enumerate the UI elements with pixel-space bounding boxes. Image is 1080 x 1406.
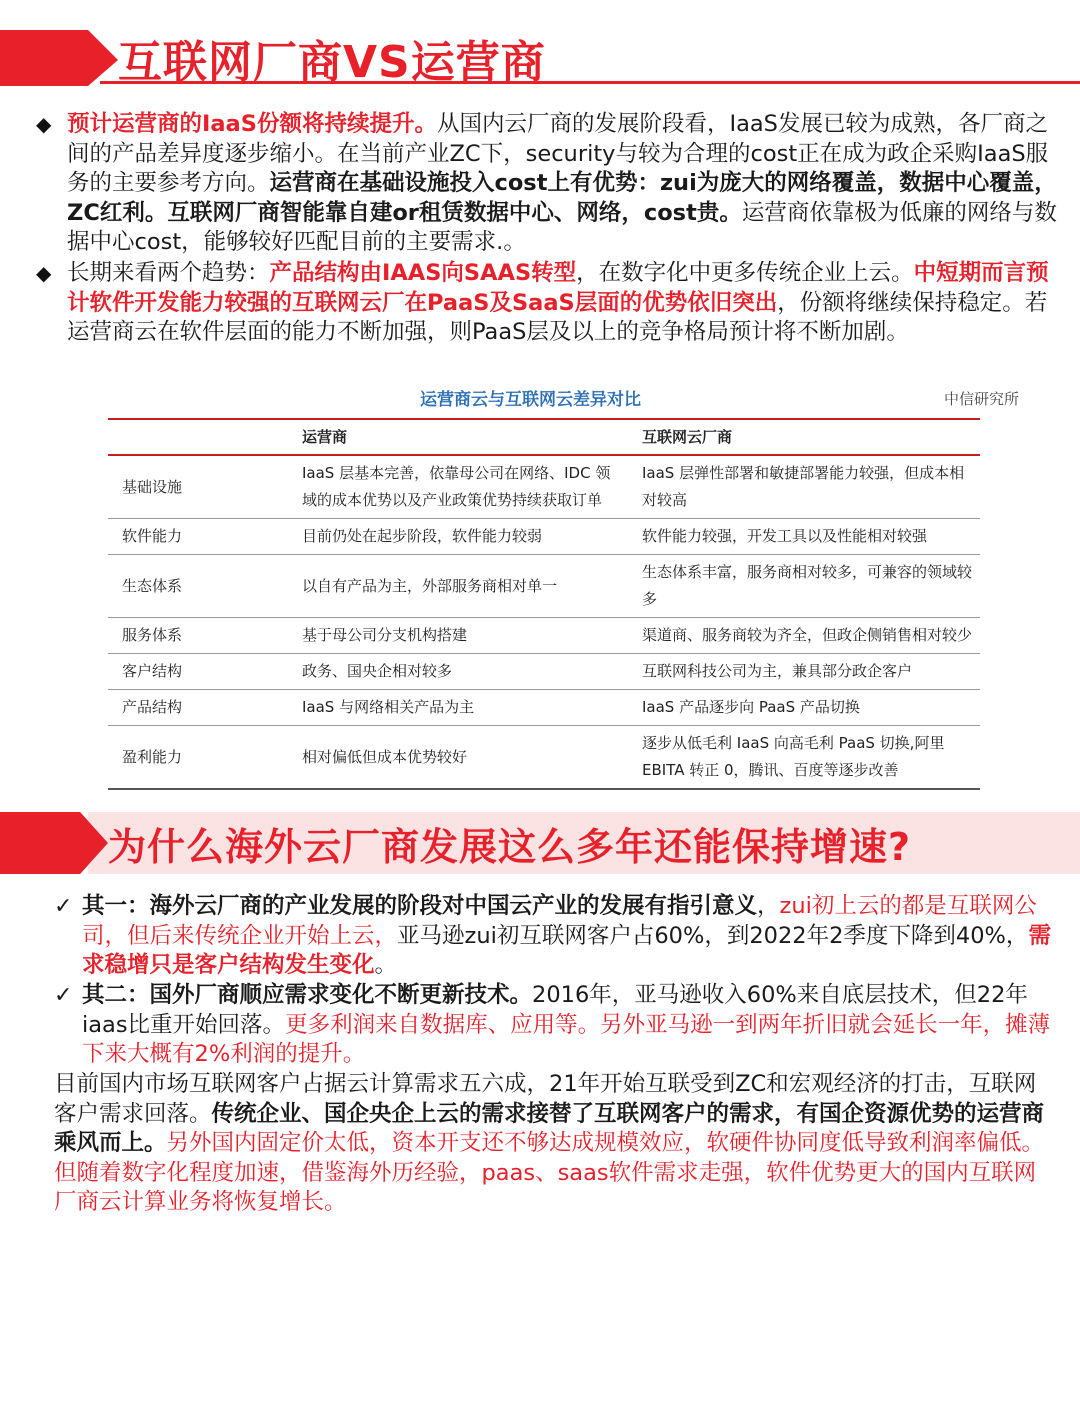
table-cell: 逐步从低毛利 IaaS 向高毛利 PaaS 切换,阿里 EBITA 转正 0，腾讯、百度等逐步改善 xyxy=(628,726,980,790)
table-row xyxy=(108,555,980,618)
table-cell: 软件能力 xyxy=(108,519,288,555)
table-cell: 目前仍处在起步阶段，软件能力较弱 xyxy=(288,519,628,555)
table-cell: IaaS 层基本完善，依靠母公司在网络、IDC 领域的成本优势以及产业政策优势持续获取订单 xyxy=(288,455,628,519)
table-cell: 基于母公司分支机构搭建 xyxy=(288,618,628,654)
table-cell: 相对偏低但成本优势较好 xyxy=(288,726,628,790)
diamond-bullet-icon: ◆ xyxy=(36,112,52,136)
body-text: 从国内云厂商的发展阶段看，IaaS发展已较为成熟，各厂商之间的产品差异度逐步缩小。在当前产业ZC下，security与较为合理的cost正在成为政企采购IaaS服务的主要参考方向。 xyxy=(67,111,1049,197)
table-cell: 客户结构 xyxy=(108,654,288,690)
body-text: 目前国内市场互联网客户占据云计算需求五六成，21年开始互联受到ZC和宏观经济的打击，互联网客户需求回落。 xyxy=(54,1071,1037,1127)
highlight-text: 预计运营商的IaaS份额将持续提升。 xyxy=(67,111,437,137)
table-row xyxy=(108,618,980,654)
table-source: 中信研究所 xyxy=(944,390,1020,408)
table-cell: 基础设施 xyxy=(108,455,288,519)
bullet-paragraph xyxy=(36,259,1066,348)
highlight-text: 更多利润来自数据库、应用等。另外亚马逊一到两年折旧就会延长一年，摊薄下来大概有2%利润的提升。 xyxy=(82,1011,1051,1068)
table-row xyxy=(108,690,980,726)
table-cell: IaaS 层弹性部署和敏捷部署能力较强，但成本相对较高 xyxy=(628,455,980,519)
table-row xyxy=(108,654,980,690)
table-cell: 软件能力较强，开发工具以及性能相对较强 xyxy=(628,519,980,555)
table-cell: 政务、国央企相对较多 xyxy=(288,654,628,690)
section-title: 互联网厂商VS运营商 xyxy=(118,37,546,88)
body-text: 运营商依靠极为低廉的网络与数据中心cost，能够较好匹配目前的主要需求.。 xyxy=(67,199,1057,256)
table-cell: 生态体系 xyxy=(108,555,288,618)
table-header-cell: 运营商 xyxy=(288,419,628,455)
table-row xyxy=(108,455,980,519)
table-cell: 渠道商、服务商较为齐全，但政企侧销售相对较少 xyxy=(628,618,980,654)
section-banner xyxy=(0,24,1080,86)
table-cell: IaaS 与网络相关产品为主 xyxy=(288,690,628,726)
table-cell: 服务体系 xyxy=(108,618,288,654)
check-paragraph xyxy=(54,981,1064,1070)
body-text: 长期来看两个趋势： xyxy=(67,260,270,286)
paragraph-text xyxy=(82,892,1064,981)
table-header-row xyxy=(108,419,980,455)
check-paragraph xyxy=(54,892,1064,981)
body-text: ，在数字化中更多传统企业上云。 xyxy=(576,260,914,286)
highlight-text: zui初上云的都是互联网公司，但后来传统企业开始上云， xyxy=(82,893,1037,949)
checkmark-icon: ✓ xyxy=(54,983,73,1008)
table-cell: 以自有产品为主，外部服务商相对单一 xyxy=(288,555,628,618)
table-cell: IaaS 产品逐步向 PaaS 产品切换 xyxy=(628,690,980,726)
table-cell: 互联网科技公司为主，兼具部分政企客户 xyxy=(628,654,980,690)
highlight-text: 另外国内固定价太低，资本开支还不够达成规模效应，软硬件协同度低导致利润率偏低。但随着数字化程度加速，借鉴海外历经验，paas、saas软件需求走强，软件优势更大的国内互联网厂商云计算业务将恢复增长。 xyxy=(54,1130,1045,1216)
table-row xyxy=(108,519,980,555)
closing-paragraph xyxy=(54,1070,1054,1218)
section-title: 为什么海外云厂商发展这么多年还能保持增速? xyxy=(108,825,912,869)
bold-text: 传统企业、国企央企上云的需求接替了互联网客户的需求，有国企资源优势的运营商乘风而上。 xyxy=(54,1100,1045,1157)
body-text: 2016年，亚马逊收入60%来自底层技术，但22年iaas比重开始回落。 xyxy=(82,982,1028,1038)
bullet-paragraph xyxy=(36,110,1066,258)
table-title: 运营商云与互联网云差异对比 xyxy=(420,390,641,410)
paragraph-text xyxy=(67,259,1066,348)
bold-text: 其一：海外云厂商的产业发展的阶段对中国云产业的发展有指引意义 xyxy=(82,893,758,919)
highlight-text: 中短期而言预计软件开发能力较强的互联网云厂在PaaS及SaaS层面的优势依旧突出 xyxy=(67,260,1049,316)
diamond-bullet-icon: ◆ xyxy=(36,261,52,285)
table-cell: 生态体系丰富，服务商相对较多，可兼容的领域较多 xyxy=(628,555,980,618)
bold-text: 运营商在基础设施投入cost上有优势：zui为庞大的网络覆盖，数据中心覆盖，ZC红利。互联网厂商智能靠自建or租赁数据中心、网络，cost贵。 xyxy=(67,170,1057,226)
table-row xyxy=(108,726,980,790)
body-text: ，份额将继续保持稳定。若运营商云在软件层面的能力不断加强，则PaaS层及以上的竞争格局预计将不断加剧。 xyxy=(67,289,1048,346)
paragraph-text xyxy=(67,110,1066,258)
table-header-cell: 互联网云厂商 xyxy=(628,419,980,455)
body-text: 。 xyxy=(374,952,398,979)
table-cell: 盈利能力 xyxy=(108,726,288,790)
paragraph-text xyxy=(82,981,1064,1070)
table-header-cell xyxy=(108,419,288,455)
checkmark-icon: ✓ xyxy=(54,894,73,919)
body-text: ， xyxy=(757,893,780,919)
bold-text: 其二：国外厂商顺应需求变化不断更新技术。 xyxy=(82,982,533,1008)
body-text: 亚马逊zui初互联网客户占60%，到2022年2季度下降到40%， xyxy=(397,922,1029,949)
comparison-table xyxy=(108,418,980,790)
highlight-text: 产品结构由IAAS向SAAS转型 xyxy=(269,260,577,286)
table-cell: 产品结构 xyxy=(108,690,288,726)
section-banner xyxy=(0,812,1080,874)
highlight-text: 需求稳增只是客户结构发生变化 xyxy=(82,922,1051,979)
